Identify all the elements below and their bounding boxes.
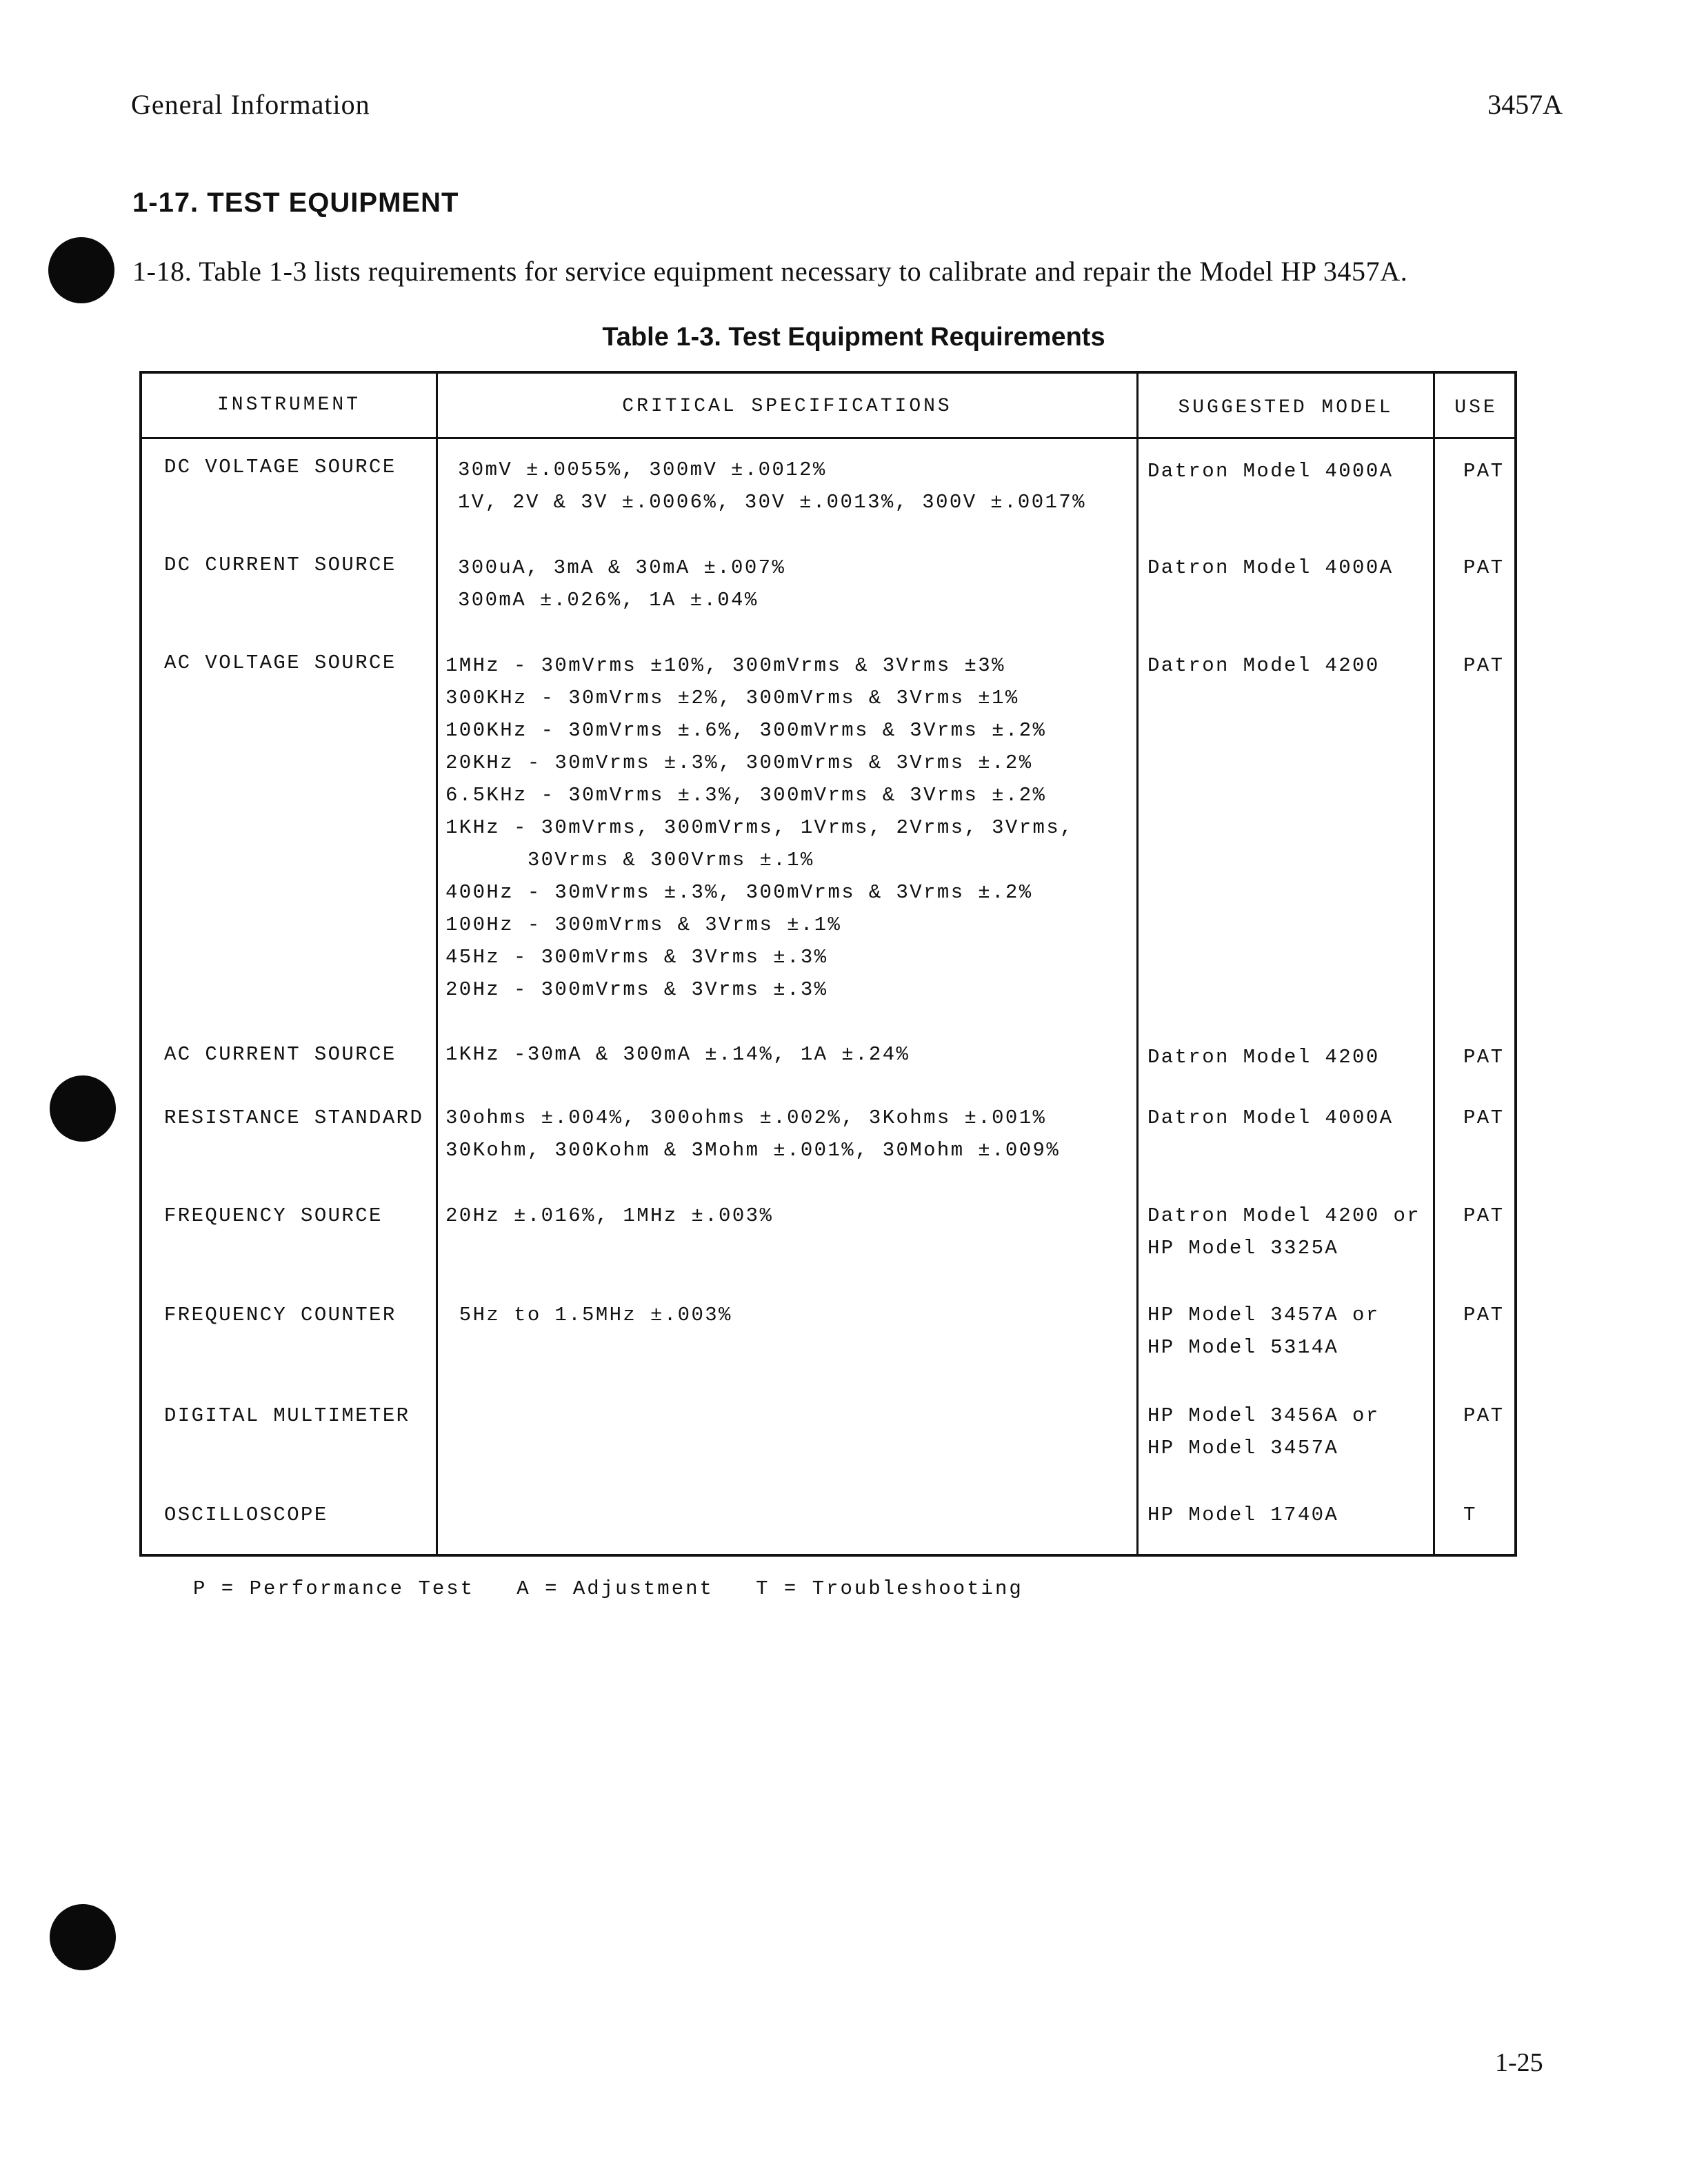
instrument-cell: AC CURRENT SOURCE xyxy=(164,1043,397,1066)
section-title: 1-17. TEST EQUIPMENT xyxy=(132,188,459,218)
use-cell: PAT xyxy=(1463,1046,1505,1069)
column-header-instrument: INSTRUMENT xyxy=(217,394,361,416)
use-cell: PAT xyxy=(1463,1204,1505,1227)
column-header-use: USE xyxy=(1454,397,1498,418)
column-divider xyxy=(1136,374,1139,1554)
model-cell: Datron Model 4000A xyxy=(1147,460,1394,483)
use-cell: PAT xyxy=(1463,1106,1505,1129)
instrument-cell: DC VOLTAGE SOURCE xyxy=(164,456,397,478)
test-equipment-table xyxy=(139,371,1517,1557)
intro-paragraph: 1-18. Table 1-3 lists requirements for service equipment necessary to calibrate and repair the Model HP 3457A. xyxy=(132,256,1408,287)
spec-cell: 5Hz to 1.5MHz ±.003% xyxy=(445,1304,732,1326)
spec-cell: 1MHz - 30mVrms ±10%, 300mVrms & 3Vrms ±3% 300KHz - 30mVrms ±2%, 300mVrms & 3Vrms ±1% 100KHz - 30mVrms ±.6%, 300mVrms & 3Vrms ±.2% 20KHz - 30mVrms ±.3%, 300mVrms & 3Vrms ±.2% 6.5KHz - 30mVrms ±.3%, 300mVrms & 3Vrms ±.2% 1KHz - 30mVrms, 300mVrms, 1Vrms, 2Vrms, 3Vrms, 30Vrms & 300Vrms ±.1% 400Hz - 30mVrms ±.3%, 300mVrms & 3Vrms ±.2% 100Hz - 300mVrms & 3Vrms ±.1% 45Hz - 300mVrms & 3Vrms ±.3% 20Hz - 300mVrms & 3Vrms ±.3% xyxy=(445,654,1074,1001)
instrument-cell: RESISTANCE STANDARD xyxy=(164,1106,424,1129)
use-cell: PAT xyxy=(1463,556,1505,579)
spec-cell: 20Hz ±.016%, 1MHz ±.003% xyxy=(445,1204,774,1227)
table-title: Table 1-3. Test Equipment Requirements xyxy=(602,323,1105,352)
model-cell: HP Model 3457A or HP Model 5314A xyxy=(1147,1304,1380,1359)
use-cell: PAT xyxy=(1463,1304,1505,1326)
use-cell: PAT xyxy=(1463,654,1505,677)
instrument-cell: FREQUENCY COUNTER xyxy=(164,1304,397,1326)
model-cell: Datron Model 4000A xyxy=(1147,556,1394,579)
instrument-cell: FREQUENCY SOURCE xyxy=(164,1204,383,1227)
model-cell: HP Model 3456A or HP Model 3457A xyxy=(1147,1404,1380,1459)
page-number: 1-25 xyxy=(1495,2048,1543,2077)
column-divider xyxy=(436,374,438,1554)
model-cell: Datron Model 4000A xyxy=(1147,1106,1394,1129)
model-cell: Datron Model 4200 or HP Model 3325A xyxy=(1147,1204,1421,1260)
binder-hole-icon xyxy=(50,1904,116,1970)
binder-hole-icon xyxy=(50,1075,116,1142)
instrument-cell: DIGITAL MULTIMETER xyxy=(164,1404,410,1427)
spec-cell: 1KHz -30mA & 300mA ±.14%, 1A ±.24% xyxy=(445,1043,910,1066)
column-divider xyxy=(1433,374,1435,1554)
use-cell: T xyxy=(1463,1504,1477,1526)
spec-cell: 30ohms ±.004%, 300ohms ±.002%, 3Kohms ±.001% 30Kohm, 300Kohm & 3Mohm ±.001%, 30Mohm ±.009% xyxy=(445,1106,1061,1162)
use-cell: PAT xyxy=(1463,460,1505,483)
spec-cell: 30mV ±.0055%, 300mV ±.0012% 1V, 2V & 3V ±.0006%, 30V ±.0013%, 300V ±.0017% xyxy=(458,458,1086,514)
binder-hole-icon xyxy=(48,237,114,303)
header-divider xyxy=(142,437,1514,439)
instrument-cell: DC CURRENT SOURCE xyxy=(164,554,397,576)
model-cell: Datron Model 4200 xyxy=(1147,1046,1380,1069)
running-header-model: 3457A xyxy=(1487,89,1563,120)
instrument-cell: OSCILLOSCOPE xyxy=(164,1504,328,1526)
use-legend: P = Performance Test A = Adjustment T = Troubleshooting xyxy=(193,1577,1023,1600)
instrument-cell: AC VOLTAGE SOURCE xyxy=(164,651,397,674)
model-cell: Datron Model 4200 xyxy=(1147,654,1380,677)
use-cell: PAT xyxy=(1463,1404,1505,1427)
running-header-title: General Information xyxy=(131,89,370,120)
column-header-model: SUGGESTED MODEL xyxy=(1178,397,1394,418)
spec-cell: 300uA, 3mA & 30mA ±.007% 300mA ±.026%, 1A ±.04% xyxy=(458,556,786,611)
model-cell: HP Model 1740A xyxy=(1147,1504,1339,1526)
column-header-specifications: CRITICAL SPECIFICATIONS xyxy=(622,396,952,417)
